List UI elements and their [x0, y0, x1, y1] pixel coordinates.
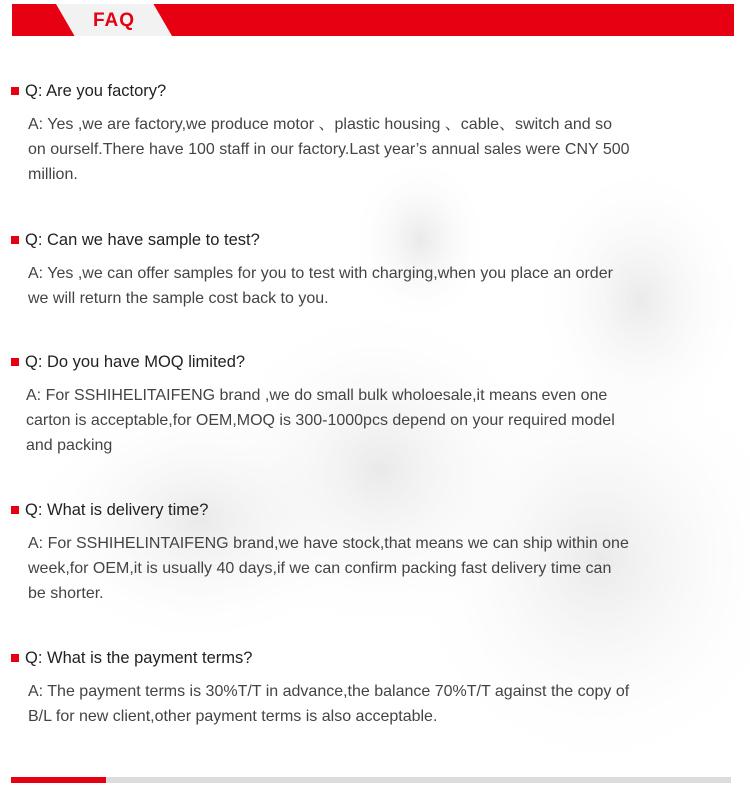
faq-question-row	[11, 79, 166, 103]
faq-answer: A: For SSHIHELINTAIFENG brand,we have stock,that means we can ship within one week,for OEM,it is usually 40 days,if we can confirm packing fast delivery time can be shorter.	[28, 535, 629, 602]
square-bullet-icon	[11, 358, 19, 366]
square-bullet-icon	[11, 87, 19, 95]
footer-divider	[11, 777, 731, 783]
square-bullet-icon	[11, 506, 19, 514]
faq-answer: A: For SSHIHELITAIFENG brand ,we do small bulk wholoesale,it means even one carton is acceptable,for OEM,MOQ is 300-1000pcs depend on your required model and packing	[26, 387, 615, 454]
footer-accent-bar	[11, 777, 106, 783]
faq-answer: A: The payment terms is 30%T/T in advance,the balance 70%T/T against the copy of B/L for new client,other payment terms is also acceptable.	[28, 683, 630, 725]
square-bullet-icon	[11, 654, 19, 662]
faq-question: Q: What is the payment terms?	[25, 648, 253, 667]
faq-question: Q: Do you have MOQ limited?	[25, 352, 246, 371]
faq-question: Q: Are you factory?	[25, 81, 167, 100]
page-title: FAQ	[92, 10, 136, 31]
faq-question-row	[11, 350, 245, 374]
faq-question-row	[11, 228, 260, 252]
faq-answer: A: Yes ,we can offer samples for you to test with charging,when you place an order we will return the sample cost back to you.	[28, 265, 613, 307]
faq-answer: A: Yes ,we are factory,we produce motor 、plastic housing 、cable、switch and so on ourself.There have 100 staff in our factory.Last year’s annual sales were CNY 500 million.	[28, 116, 630, 183]
faq-question: Q: What is delivery time?	[25, 500, 209, 519]
faq-question: Q: Can we have sample to test?	[25, 230, 260, 249]
faq-question-row	[11, 646, 252, 670]
square-bullet-icon	[11, 236, 19, 244]
faq-question-row	[11, 498, 208, 522]
